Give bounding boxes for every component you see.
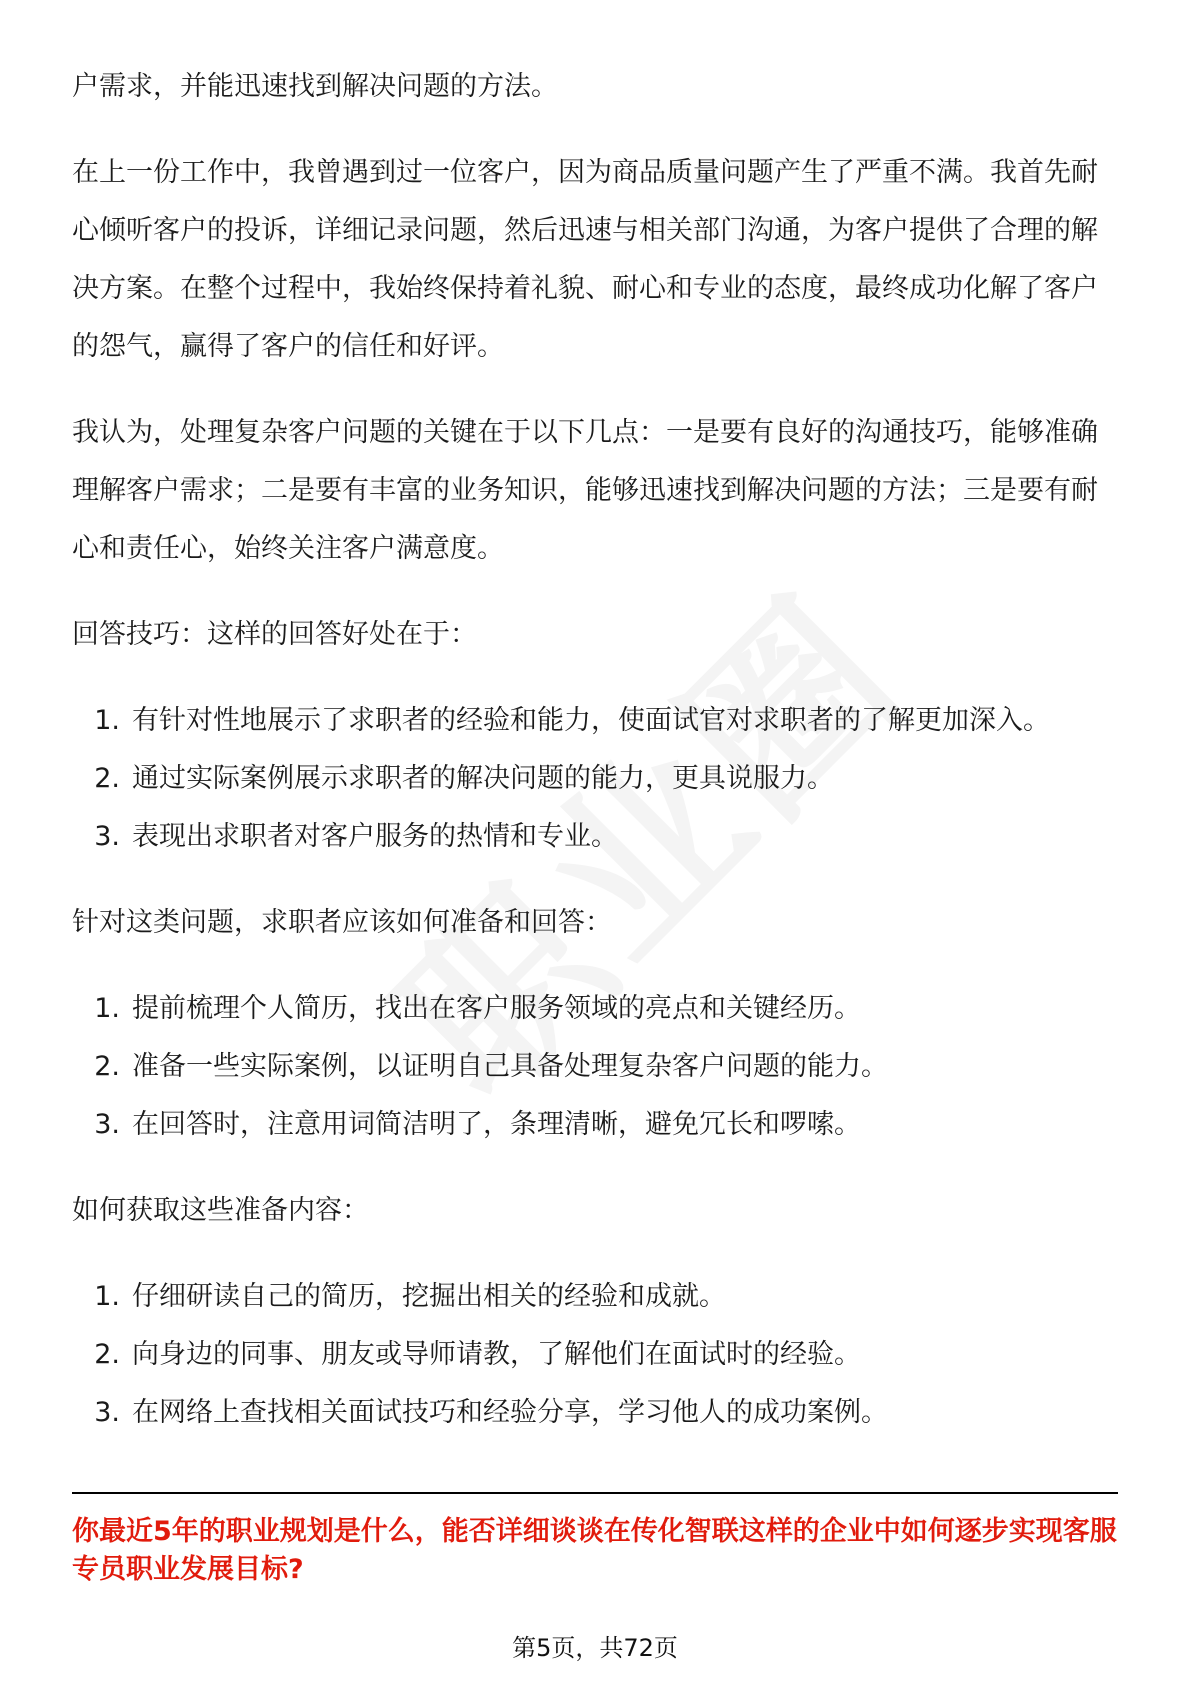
list-item-text: 向身边的同事、朋友或导师请教，了解他们在面试时的经验。 (132, 1339, 861, 1370)
list-number: 2. (94, 763, 120, 794)
list-item (72, 692, 1118, 750)
numbered-list (72, 980, 1118, 1154)
numbered-list (72, 692, 1118, 866)
list-item-text: 在网络上查找相关面试技巧和经验分享，学习他人的成功案例。 (132, 1397, 888, 1428)
list-item-text: 有针对性地展示了求职者的经验和能力，使面试官对求职者的了解更加深入。 (132, 705, 1050, 736)
list-item (72, 1326, 1118, 1384)
list-item (72, 1384, 1118, 1442)
list-item-text: 通过实际案例展示求职者的解决问题的能力，更具说服力。 (132, 763, 834, 794)
section-heading: 如何获取这些准备内容： (72, 1195, 369, 1226)
list-item-text: 提前梳理个人简历，找出在客户服务领域的亮点和关键经历。 (132, 993, 861, 1024)
paragraph: 在上一份工作中，我曾遇到过一位客户，因为商品质量问题产生了严重不满。我首先耐心倾听客户的投诉，详细记录问题，然后迅速与相关部门沟通，为客户提供了合理的解决方案。在整个过程中，我始终保持着礼貌、耐心和专业的态度，最终成功化解了客户的怨气，赢得了客户的信任和好评。 (72, 157, 1098, 362)
paragraph: 户需求，并能迅速找到解决问题的方法。 (72, 71, 558, 102)
list-item (72, 1038, 1118, 1096)
list-item-text: 准备一些实际案例，以证明自己具备处理复杂客户问题的能力。 (132, 1051, 888, 1082)
list-item (72, 1268, 1118, 1326)
paragraph: 我认为，处理复杂客户问题的关键在于以下几点：一是要有良好的沟通技巧，能够准确理解客户需求；二是要有丰富的业务知识，能够迅速找到解决问题的方法；三是要有耐心和责任心，始终关注客户满意度。 (72, 417, 1098, 564)
interview-question: 你最近5年的职业规划是什么，能否详细谈谈在传化智联这样的企业中如何逐步实现客服专员职业发展目标? (72, 1516, 1117, 1585)
list-item (72, 750, 1118, 808)
divider (72, 1492, 1118, 1494)
section-heading: 针对这类问题，求职者应该如何准备和回答： (72, 907, 612, 938)
document-body (72, 58, 1118, 1470)
list-number: 2. (94, 1339, 120, 1370)
numbered-list (72, 1268, 1118, 1442)
list-item-text: 表现出求职者对客户服务的热情和专业。 (132, 821, 618, 852)
list-number: 3. (94, 1397, 120, 1428)
page-number: 第5页，共72页 (512, 1634, 678, 1662)
list-number: 1. (94, 1281, 120, 1312)
list-item (72, 1096, 1118, 1154)
list-number: 3. (94, 821, 120, 852)
list-item-text: 在回答时，注意用词简洁明了，条理清晰，避免冗长和啰嗦。 (132, 1109, 861, 1140)
list-number: 2. (94, 1051, 120, 1082)
list-item (72, 980, 1118, 1038)
list-number: 1. (94, 993, 120, 1024)
section-heading: 回答技巧：这样的回答好处在于： (72, 619, 477, 650)
list-item-text: 仔细研读自己的简历，挖掘出相关的经验和成就。 (132, 1281, 726, 1312)
list-number: 1. (94, 705, 120, 736)
list-item (72, 808, 1118, 866)
list-number: 3. (94, 1109, 120, 1140)
